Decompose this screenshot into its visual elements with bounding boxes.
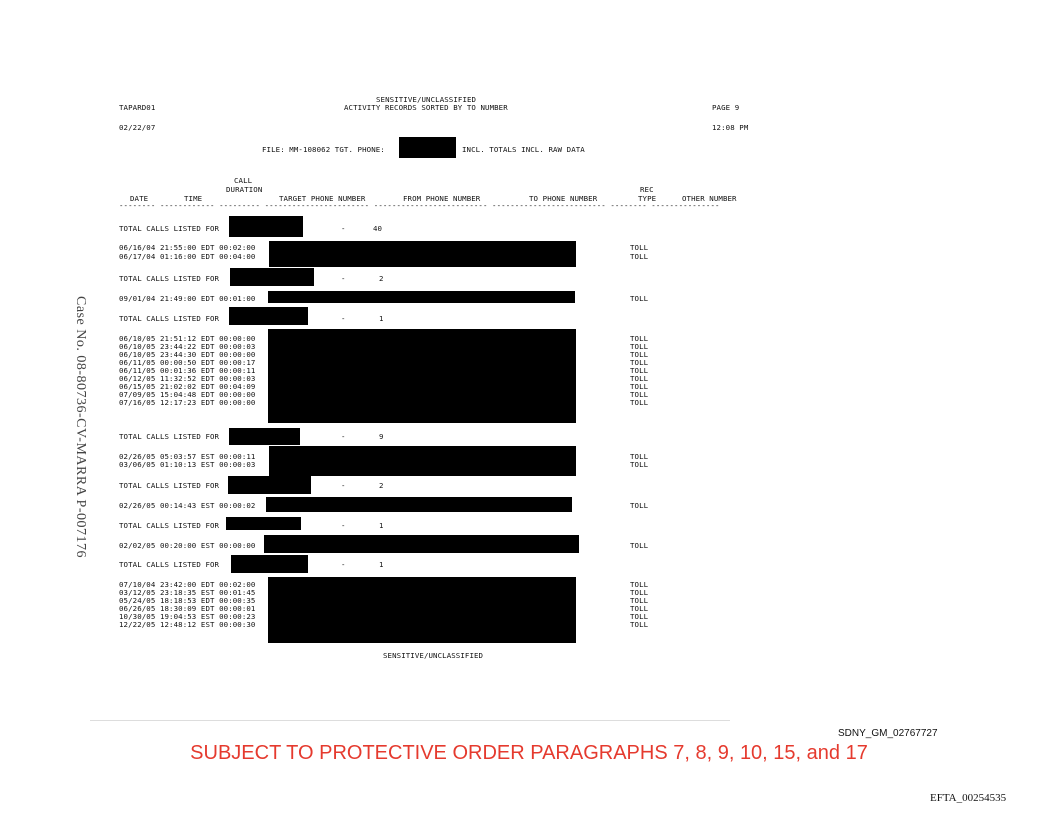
total-count: 1: [379, 560, 384, 569]
record-row: 06/15/05 21:02:02 EDT 00:04:09: [119, 382, 256, 391]
record-row: 03/12/05 23:18:35 EST 00:01:45: [119, 588, 256, 597]
total-label: TOTAL CALLS LISTED FOR: [119, 521, 220, 530]
dash-sep: -: [341, 521, 346, 530]
total-label: TOTAL CALLS LISTED FOR: [119, 432, 220, 441]
col-from: FROM PHONE NUMBER: [403, 194, 481, 203]
total-calls-row: [119, 481, 219, 490]
classification-top: SENSITIVE/UNCLASSIFIED: [376, 95, 477, 104]
redaction-total-number: [228, 476, 311, 494]
rec-type: TOLL: [630, 612, 649, 621]
dash-sep: -: [341, 560, 346, 569]
efta-number: EFTA_00254535: [930, 792, 1007, 804]
redaction-numbers: [264, 535, 579, 553]
total-count: 1: [379, 521, 384, 530]
rec-type: TOLL: [630, 358, 649, 367]
total-count: 40: [373, 224, 383, 233]
dash-sep: -: [341, 432, 346, 441]
record-row: 06/17/04 01:16:00 EDT 00:04:00: [119, 252, 256, 261]
record-row: 07/09/05 15:04:48 EDT 00:00:00: [119, 390, 256, 399]
redaction-total-number: [226, 517, 301, 530]
col-target: TARGET PHONE NUMBER: [279, 194, 366, 203]
report-time: 12:08 PM: [712, 123, 749, 132]
total-calls-row: [119, 224, 219, 233]
total-label: TOTAL CALLS LISTED FOR: [119, 274, 220, 283]
redaction-total-number: [229, 428, 300, 445]
col-to: TO PHONE NUMBER: [529, 194, 598, 203]
rec-type: TOLL: [630, 604, 649, 613]
record-row: 06/26/05 18:30:09 EDT 00:00:01: [119, 604, 256, 613]
rec-type: TOLL: [630, 294, 649, 303]
rec-type: TOLL: [630, 382, 649, 391]
scan-artifact-line: [90, 720, 730, 721]
file-line-prefix: FILE: MM-108062 TGT. PHONE:: [262, 145, 385, 154]
record-row: 10/30/05 19:04:53 EST 00:00:23: [119, 612, 256, 621]
total-count: 2: [379, 274, 384, 283]
rec-type: TOLL: [630, 398, 649, 407]
col-time: TIME: [184, 194, 203, 203]
rec-type: TOLL: [630, 252, 649, 261]
rec-type: TOLL: [630, 620, 649, 629]
rec-type: TOLL: [630, 374, 649, 383]
rec-type: TOLL: [630, 243, 649, 252]
rec-type: TOLL: [630, 452, 649, 461]
record-row: 06/10/05 23:44:22 EDT 00:00:03: [119, 342, 256, 351]
total-label: TOTAL CALLS LISTED FOR: [119, 314, 220, 323]
header-divider: -------- ------------ --------- ----------------------- ------------------------- ------------------------- -------- ---------------: [119, 201, 720, 210]
redaction-total-number: [231, 555, 308, 573]
record-row: 06/12/05 11:32:52 EDT 00:00:03: [119, 374, 256, 383]
total-calls-row: [119, 274, 219, 283]
record-row: 05/24/05 18:18:53 EDT 00:00:35: [119, 596, 256, 605]
record-row: 02/26/05 05:03:57 EST 00:00:11: [119, 452, 256, 461]
rec-type: TOLL: [630, 366, 649, 375]
redaction-numbers: [269, 446, 576, 476]
report-title: ACTIVITY RECORDS SORTED BY TO NUMBER: [344, 103, 508, 112]
col-type-label: TYPE: [638, 194, 657, 203]
rec-type: TOLL: [630, 390, 649, 399]
total-calls-row: [119, 432, 219, 441]
record-row: 06/16/04 21:55:00 EDT 00:02:00: [119, 243, 256, 252]
record-row: 07/16/05 12:17:23 EDT 00:00:00: [119, 398, 256, 407]
redaction-total-number: [229, 307, 308, 325]
classification-bottom: SENSITIVE/UNCLASSIFIED: [383, 651, 484, 660]
total-label: TOTAL CALLS LISTED FOR: [119, 560, 220, 569]
redaction-numbers: [266, 497, 572, 512]
col-duration-label: DURATION: [226, 185, 263, 194]
rec-type: TOLL: [630, 596, 649, 605]
rec-type: TOLL: [630, 460, 649, 469]
page-number: PAGE 9: [712, 103, 740, 112]
total-count: 1: [379, 314, 384, 323]
record-row: 06/10/05 23:44:30 EDT 00:00:00: [119, 350, 256, 359]
total-calls-row: [119, 521, 219, 530]
total-label: TOTAL CALLS LISTED FOR: [119, 481, 220, 490]
redaction-numbers: [269, 241, 576, 267]
redaction-total-number: [230, 268, 314, 286]
total-count: 2: [379, 481, 384, 490]
dash-sep: -: [341, 224, 346, 233]
col-other: OTHER NUMBER: [682, 194, 737, 203]
record-row: 06/10/05 21:51:12 EDT 00:00:00: [119, 334, 256, 343]
total-count: 9: [379, 432, 384, 441]
redaction-total-number: [229, 216, 303, 237]
rec-type: TOLL: [630, 580, 649, 589]
redaction-numbers: [268, 329, 576, 423]
protective-order-notice: SUBJECT TO PROTECTIVE ORDER PARAGRAPHS 7, 8, 9, 10, 15, and 17: [190, 742, 868, 764]
rec-type: TOLL: [630, 342, 649, 351]
record-row: 06/11/05 00:01:36 EDT 00:00:11: [119, 366, 256, 375]
bates-number: SDNY_GM_02767727: [838, 728, 938, 739]
col-date: DATE: [130, 194, 149, 203]
record-row: 02/02/05 00:20:00 EST 00:00:00: [119, 541, 256, 550]
record-row: 03/06/05 01:10:13 EST 00:00:03: [119, 460, 256, 469]
redaction-target-phone: [399, 137, 456, 158]
record-row: 07/10/04 23:42:00 EDT 00:02:00: [119, 580, 256, 589]
redaction-numbers: [268, 291, 575, 303]
record-row: 12/22/05 12:48:12 EST 00:00:30: [119, 620, 256, 629]
record-row: 06/11/05 00:00:50 EDT 00:00:17: [119, 358, 256, 367]
total-calls-row: [119, 314, 219, 323]
total-label: TOTAL CALLS LISTED FOR: [119, 224, 220, 233]
rec-type: TOLL: [630, 334, 649, 343]
record-row: 02/26/05 00:14:43 EST 00:00:02: [119, 501, 256, 510]
record-row: 09/01/04 21:49:00 EDT 00:01:00: [119, 294, 256, 303]
redaction-numbers: [268, 577, 576, 643]
col-rec-label: REC: [640, 185, 654, 194]
rec-type: TOLL: [630, 541, 649, 550]
file-line-suffix: INCL. TOTALS INCL. RAW DATA: [462, 145, 585, 154]
dash-sep: -: [341, 481, 346, 490]
dash-sep: -: [341, 274, 346, 283]
system-id: TAPARD01: [119, 103, 156, 112]
case-number-stamp: Case No. 08-80736-CV-MARRA P-007176: [73, 296, 88, 558]
report-date: 02/22/07: [119, 123, 156, 132]
rec-type: TOLL: [630, 350, 649, 359]
dash-sep: -: [341, 314, 346, 323]
rec-type: TOLL: [630, 588, 649, 597]
total-calls-row: [119, 560, 219, 569]
rec-type: TOLL: [630, 501, 649, 510]
col-call-label: CALL: [234, 176, 253, 185]
